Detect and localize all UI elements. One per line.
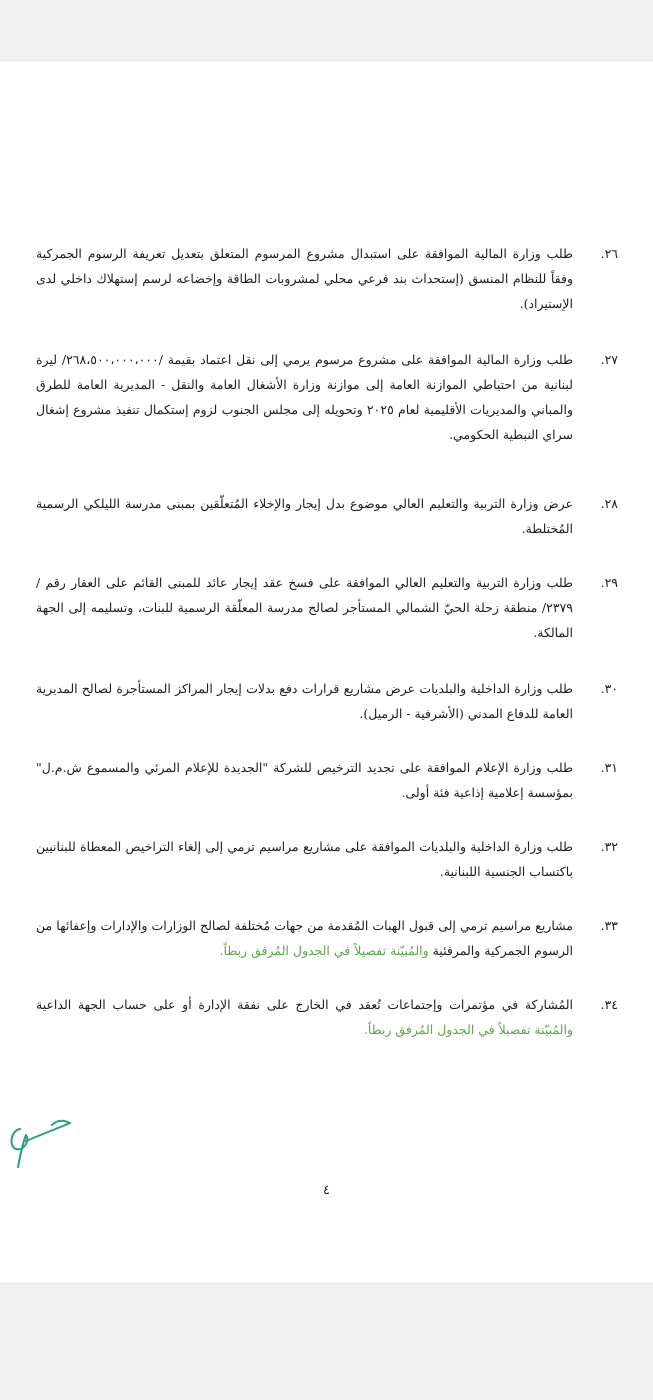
item-number: ٣٤. [600,997,618,1012]
signature-mark [6,1111,76,1171]
agenda-item [36,570,618,645]
agenda-item [36,755,618,805]
item-text: طلب وزارة الإعلام الموافقة على تجديد الترخيص للشركة "الجديدة للإعلام المرئي والمسموع ش.م.ل" بمؤسسة إعلامية إذاعية فئة أولى. [36,760,573,800]
item-number: ٣٠. [600,681,618,696]
document-page [0,60,653,1284]
page-number: ٤ [323,1183,330,1198]
item-text: طلب وزارة الداخلية والبلديات عرض مشاريع قرارات دفع بدلات إيجار المراكز المستأجرة لصالح المديرية العامة للدفاع المدني (الأشرفية - الرميل). [36,681,573,721]
item-number: ٢٦. [600,246,618,261]
item-number: ٣١. [600,760,618,775]
item-number: ٣٢. [600,839,618,854]
agenda-item [36,241,618,316]
item-text: طلب وزارة المالية الموافقة على استبدال مشروع المرسوم المتعلق بتعديل تعريفة الرسوم الجمركية وفقاً للنظام المنسق (إستحداث بند فرعي محلي لمشروبات الطاقة وإخضاعه لرسم إستهلاك داخلي لدى الإستيراد). [36,246,573,311]
item-text: مشاريع مراسيم ترمي إلى قبول الهبات المُقدمة من جهات مُختلفة لصالح الوزارات والإدارات وإعفائها من الرسوم الجمركية والمرفئية والمُبيّنة تفصيلاً في الجدول المُرفق ربطاً. [36,918,573,958]
item-text: المُشاركة في مؤتمرات وإجتماعات تُعقد في الخارج على نفقة الإدارة أو على حساب الجهة الداعية والمُبيّنة تفصيلاً في الجدول المُرفق ربطاً. [36,997,573,1037]
agenda-item [36,992,618,1042]
agenda-item [36,347,618,447]
item-number: ٢٧. [600,352,618,367]
item-number: ٢٩. [600,575,618,590]
agenda-item [36,913,618,963]
annex-reference: والمُبيّنة تفصيلاً في الجدول المُرفق ربطاً. [363,1022,573,1037]
item-text: طلب وزارة المالية الموافقة على مشروع مرسوم يرمي إلى نقل اعتماد بقيمة /٢٦٨،٥٠٠،٠٠٠،٠٠٠/ ليرة لبنانية من احتياطي الموازنة العامة إلى موازنة وزارة الأشغال العامة والنقل - المديرية العامة للطرق والمباني والمديريات الأقليمية لعام ٢٠٢٥ وتحويله إلى مجلس الجنوب لزوم إستكمال تنفيذ مشروع إشغال سراي النبطية الحكومي. [36,352,573,442]
agenda-item [36,676,618,726]
item-text: طلب وزارة التربية والتعليم العالي الموافقة على فسخ عقد إيجار عائد للمبنى القائم على العقار رقم /٢٣٧٩/ منطقة زحلة الحيّ الشمالي المستأجر لصالح مدرسة المعلّقة الرسمية للبنات، وتسليمه إلى الجهة المالكة. [36,575,573,640]
item-text: عرض وزارة التربية والتعليم العالي موضوع بدل إيجار والإخلاء المُتعلّقين بمبنى مدرسة الليلكي الرسمية المُختلطة. [36,496,573,536]
agenda-item [36,834,618,884]
item-number: ٢٨. [600,496,618,511]
agenda-item [36,491,618,541]
item-text: طلب وزارة الداخلية والبلديات الموافقة على مشاريع مراسيم ترمي إلى إلغاء التراخيص المعطاة للبنانيين باكتساب الجنسية اللبنانية. [36,839,573,879]
annex-reference: والمُبيّنة تفصيلاً في الجدول المُرفق ربطاً. [219,943,429,958]
item-number: ٣٣. [600,918,618,933]
